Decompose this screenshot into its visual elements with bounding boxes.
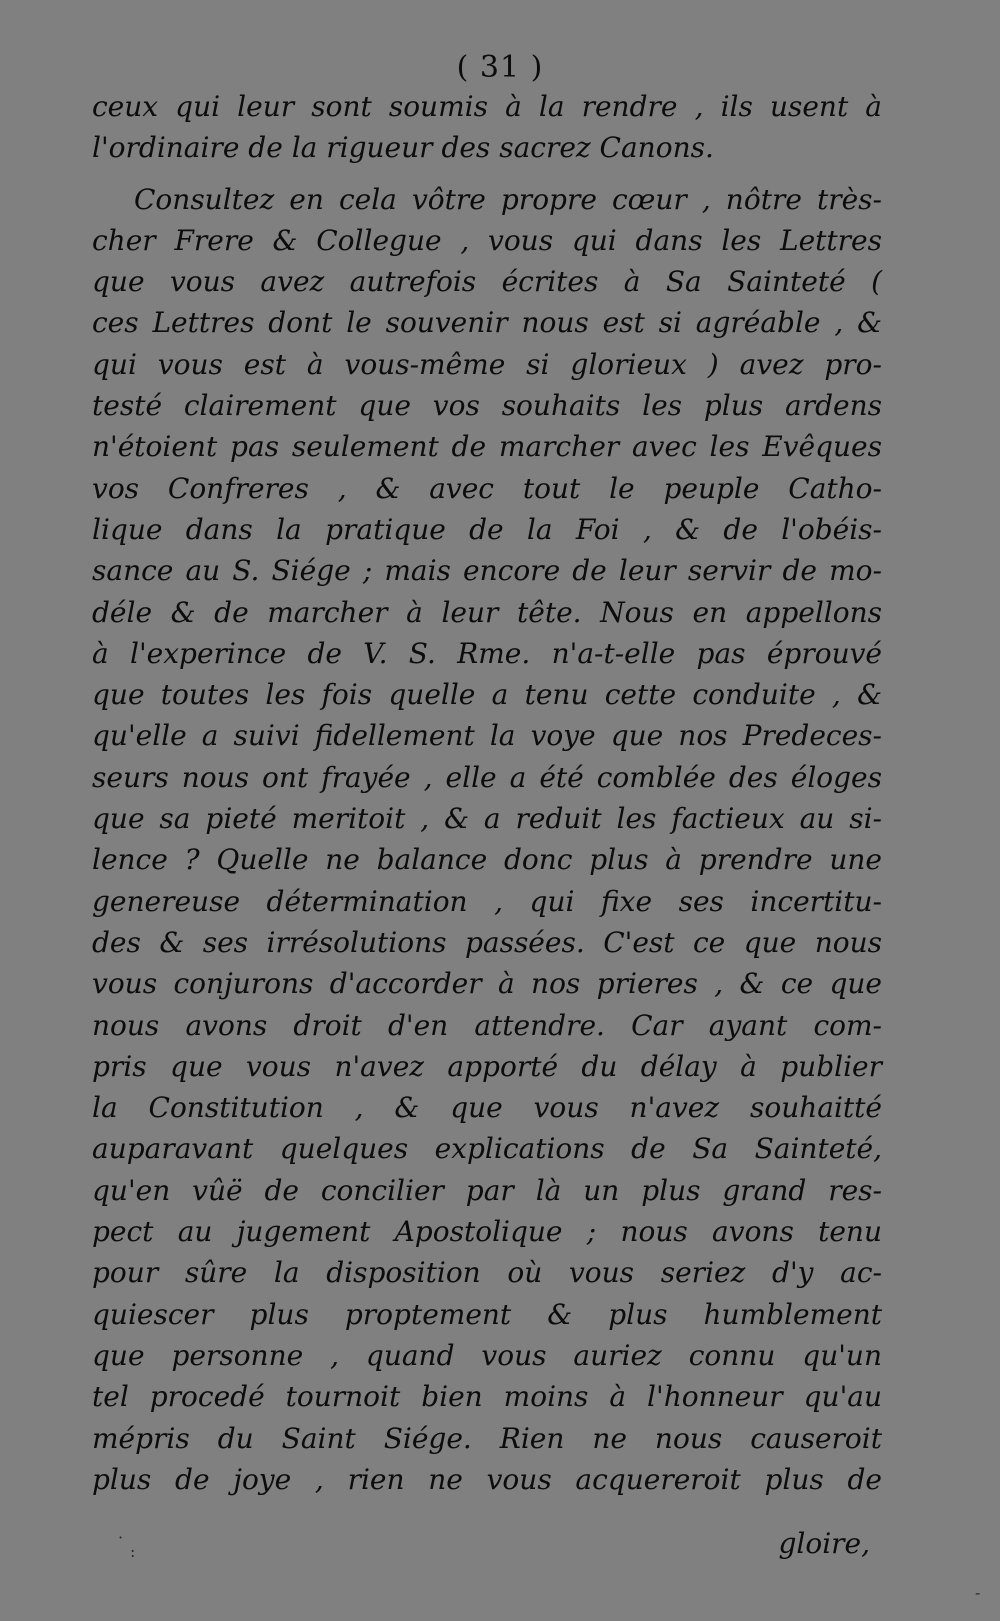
text-line: nous avons droit d'en attendre. Car ayant com- (92, 1008, 882, 1042)
text-line: l'ordinaire de la rigueur des sacrez Canons. (92, 131, 714, 165)
paragraph-gap (92, 169, 882, 179)
text-line: déle & de marcher à leur tête. Nous en appellons (92, 595, 882, 629)
text-line: à l'experince de V. S. Rme. n'a-t-elle pas éprouvé (92, 636, 882, 670)
text-line: tel procedé tournoit bien moins à l'honneur qu'au (92, 1380, 882, 1414)
text-line: que toutes les fois quelle a tenu cette conduite , & (92, 678, 882, 712)
text-line: genereuse détermination , qui fixe ses incertitu- (92, 884, 882, 918)
text-line: vous conjurons d'accorder à nos prieres , & ce que (92, 967, 882, 1001)
text-line: ceux qui leur sont soumis à la rendre , ils usent à (92, 90, 882, 123)
text-line: que personne , quand vous auriez connu qu'un (92, 1338, 882, 1372)
text-line: auparavant quelques explications de Sa Sainteté, (92, 1132, 882, 1166)
text-line: cher Frere & Collegue , vous qui dans les Lettres (92, 223, 882, 257)
body-text (92, 86, 882, 1500)
ink-speck: : (130, 1542, 136, 1561)
text-line: que vous avez autrefois écrites à Sa Sainteté ( (92, 265, 882, 299)
text-line: qui vous est à vous-même si glorieux ) avez pro- (92, 347, 882, 381)
ink-speck: · (118, 1528, 124, 1547)
text-line: des & ses irrésolutions passées. C'est ce que nous (92, 925, 882, 959)
text-line: vos Confreres , & avec tout le peuple Catho- (92, 471, 882, 505)
text-line: qu'elle a suivi fidellement la voye que nos Predeces- (92, 719, 882, 753)
paragraph-2 (92, 179, 882, 1501)
text-line: mépris du Saint Siége. Rien ne nous causeroit (92, 1421, 882, 1455)
text-line: lence ? Quelle ne balance donc plus à prendre une (92, 843, 882, 877)
text-line: la Constitution , & que vous n'avez souhaitté (92, 1091, 882, 1125)
text-line: plus de joye , rien ne vous acquereroit plus de (92, 1462, 882, 1496)
text-line: n'étoient pas seulement de marcher avec les Evêques (92, 430, 882, 464)
text-line: qu'en vûë de concilier par là un plus grand res- (92, 1173, 882, 1207)
text-line: pour sûre la disposition où vous seriez d'y ac- (92, 1256, 882, 1290)
text-line: pect au jugement Apostolique ; nous avons tenu (92, 1215, 882, 1249)
text-line: quiescer plus proptement & plus humblement (92, 1297, 882, 1331)
ink-speck: - (975, 1583, 981, 1602)
text-line: pris que vous n'avez apporté du délay à publier (92, 1049, 882, 1083)
text-line: seurs nous ont frayée , elle a été comblée des éloges (92, 760, 882, 794)
text-line: ces Lettres dont le souvenir nous est si agréable , & (92, 306, 882, 340)
text-line: que sa pieté meritoit , & a reduit les factieux au si- (92, 802, 882, 836)
text-line: Consultez en cela vôtre propre cœur , nôtre très- (134, 182, 882, 216)
text-line: testé clairement que vos souhaits les plus ardens (92, 389, 882, 423)
text-line: sance au S. Siége ; mais encore de leur servir de mo- (92, 554, 882, 588)
paragraph-1 (92, 86, 882, 169)
catchword: gloire, (778, 1527, 870, 1560)
text-line: lique dans la pratique de la Foi , & de l'obéis- (92, 512, 882, 546)
page-number: ( 31 ) (456, 50, 544, 85)
